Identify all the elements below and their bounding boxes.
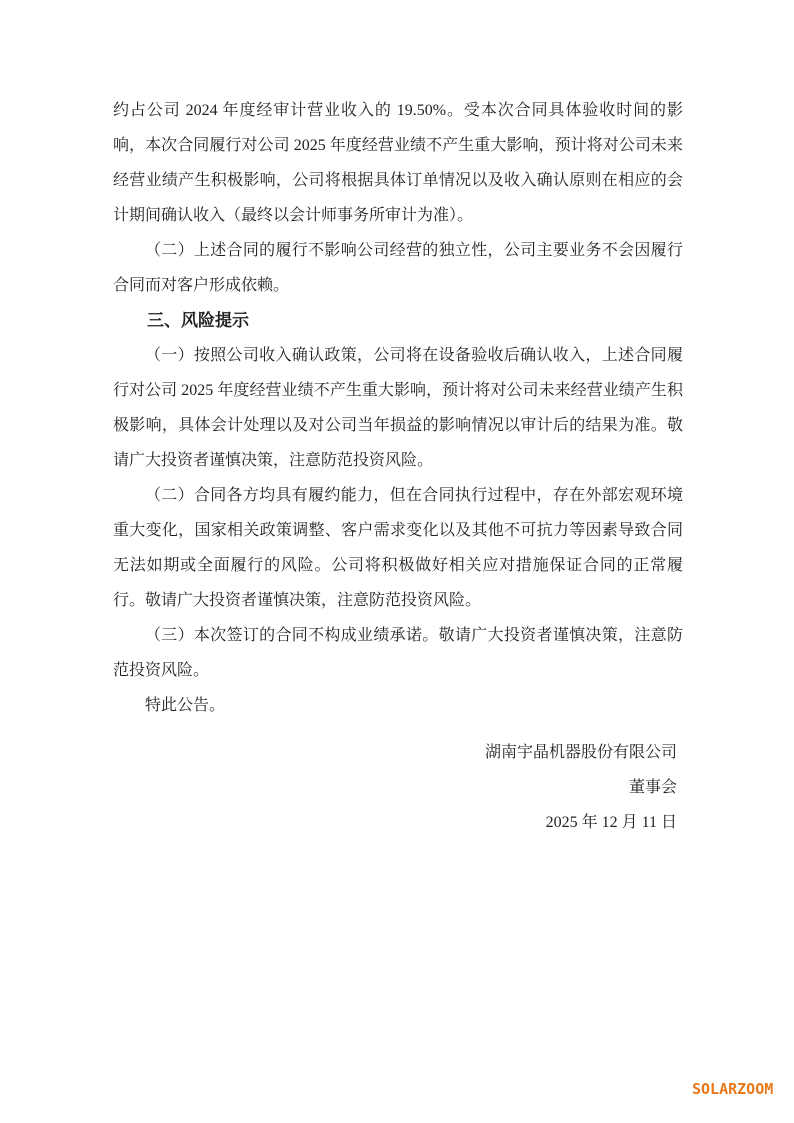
paragraph-risk-2: （二）合同各方均具有履约能力，但在合同执行过程中，存在外部宏观环境重大变化，国家相关政策调整、客户需求变化以及其他不可抗力等因素导致合同无法如期或全面履行的风险。公司将积极做好相关应对措施保证合同的正常履行。敬请广大投资者谨慎决策，注意防范投资风险。 [113,487,683,609]
paragraph-closing-announcement: 特此公告。 [145,697,226,714]
document-body [113,93,683,840]
paragraph-risk-1: （一）按照公司收入确认政策，公司将在设备验收后确认收入，上述合同履行对公司 2025 年度经营业绩不产生重大影响，预计将对公司未来经营业绩产生积极影响，具体会计处理以及对公司当年损益的影响情况以审计后的结果为准。敬请广大投资者谨慎决策，注意防范投资风险。 [113,347,683,469]
signature-block [113,735,683,840]
signature-date: 2025 年 12 月 11 日 [545,814,677,831]
section-heading-risk-notice: 三、风险提示 [147,311,249,330]
paragraph-risk-3: （三）本次签订的合同不构成业绩承诺。敬请广大投资者谨慎决策，注意防范投资风险。 [113,627,683,679]
paragraph-independence: （二）上述合同的履行不影响公司经营的独立性，公司主要业务不会因履行合同而对客户形成依赖。 [113,242,683,294]
signature-board-of-directors: 董事会 [628,779,677,796]
solarzoom-watermark: SOLARZOOM [692,1080,774,1098]
paragraph-revenue-continuation: 约占公司 2024 年度经审计营业收入的 19.50%。受本次合同具体验收时间的影响，本次合同履行对公司 2025 年度经营业绩不产生重大影响，预计将对公司未来经营业绩产生积极影响，公司将根据具体订单情况以及收入确认原则在相应的会计期间确认收入（最终以会计师事务所审计为准）。 [113,102,683,224]
signature-company-name: 湖南宇晶机器股份有限公司 [484,744,677,761]
